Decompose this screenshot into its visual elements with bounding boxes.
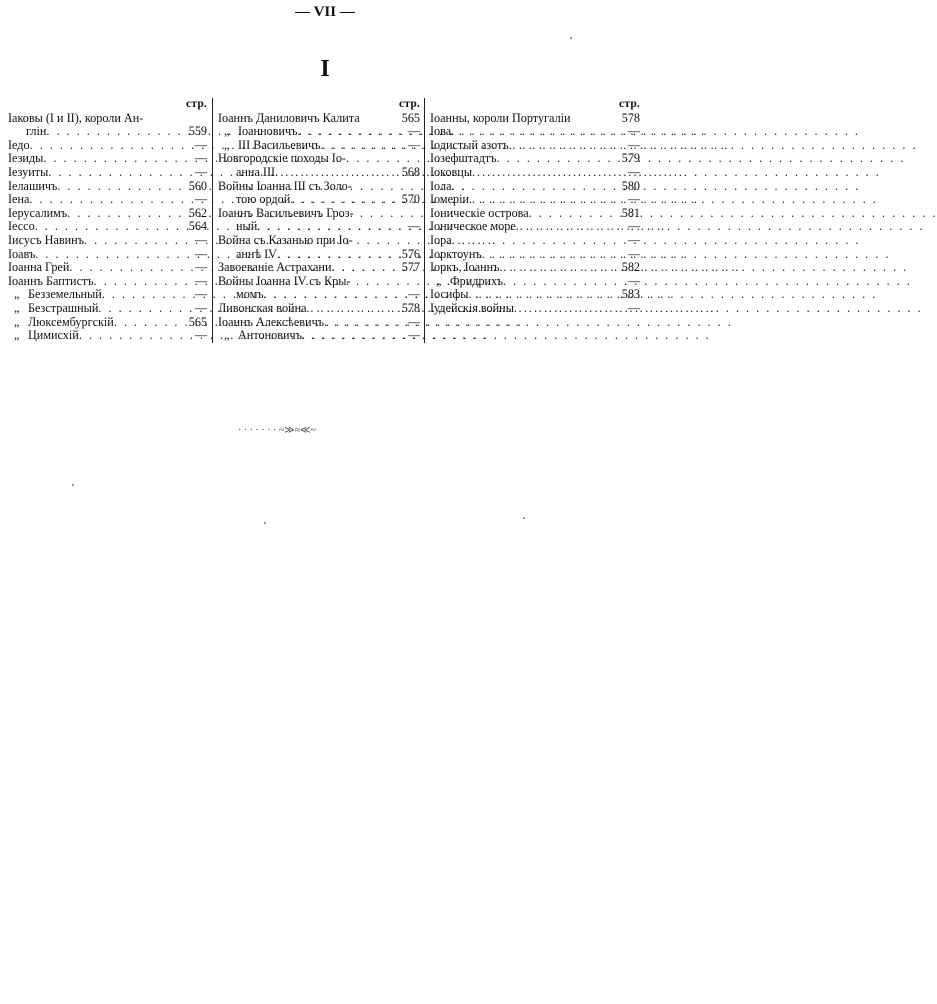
leader-dots	[352, 180, 418, 194]
entry-name	[8, 112, 143, 126]
entry-text: Безстрашный	[28, 300, 99, 315]
entry-text: Іова	[430, 124, 452, 139]
entry-text: Іерусалимъ	[8, 205, 68, 220]
entry-text: Іессо	[8, 219, 35, 234]
entry-page: 570	[401, 192, 420, 207]
entry-page: —	[627, 137, 640, 152]
index-entry	[8, 316, 207, 330]
leader-dots	[275, 166, 400, 180]
leader-dots	[497, 152, 620, 166]
leader-dots	[46, 125, 186, 139]
entry-name	[8, 193, 29, 207]
leader-dots	[67, 207, 187, 221]
index-entry	[430, 275, 640, 289]
entry-page	[418, 234, 420, 248]
leader-dots	[499, 261, 619, 275]
leader-dots	[57, 180, 186, 194]
entry-text: Люксембургскій	[28, 314, 114, 329]
entry-name	[218, 288, 264, 302]
entry-text: ный	[236, 219, 258, 234]
leader-dots	[529, 207, 620, 221]
index-entry	[218, 302, 420, 316]
leader-dots	[571, 112, 620, 126]
column-header-page: стр.	[399, 98, 420, 110]
entry-page: —	[407, 314, 420, 329]
index-entry	[8, 275, 207, 289]
entry-name	[430, 207, 529, 221]
entry-page: —	[194, 260, 207, 275]
entry-page: —	[194, 164, 207, 179]
leader-dots	[324, 316, 406, 330]
leader-dots	[102, 288, 193, 302]
leader-dots	[516, 220, 626, 234]
index-entry	[430, 207, 640, 221]
entry-page: —	[627, 192, 640, 207]
index-entry	[8, 207, 207, 221]
entry-name	[430, 125, 451, 139]
entry-name	[8, 234, 84, 248]
leader-dots	[503, 275, 626, 289]
index-entry	[218, 275, 420, 289]
leader-dots	[290, 193, 399, 207]
index-column-2	[212, 98, 424, 343]
entry-name	[218, 112, 360, 126]
entry-name	[8, 316, 114, 330]
leader-dots	[320, 139, 405, 153]
entry-text: аннѣ IV	[236, 246, 277, 261]
leader-dots	[48, 166, 193, 180]
entry-page: 578	[621, 110, 640, 125]
leader-dots	[354, 207, 418, 221]
entry-name	[218, 152, 346, 166]
entry-text: Іоковцы	[430, 164, 473, 179]
index-entry	[430, 302, 640, 316]
index-entry	[430, 248, 640, 262]
entry-page: —	[194, 246, 207, 261]
entry-page: 579	[621, 151, 640, 166]
entry-text: Іола	[430, 178, 452, 193]
entry-name	[8, 275, 94, 289]
entry-name	[430, 220, 516, 234]
entry-text: глін	[26, 124, 47, 139]
entry-page: 581	[621, 205, 640, 220]
entry-name	[218, 329, 302, 343]
index-entry	[218, 152, 420, 166]
section-letter: I	[320, 56, 330, 82]
entry-page: —	[194, 300, 207, 315]
leader-dots	[84, 234, 193, 248]
leader-dots	[302, 329, 406, 343]
ditto-mark: „	[14, 328, 20, 343]
index-entry	[430, 288, 640, 302]
entry-text: Ливонская война	[218, 300, 307, 315]
paper-speck	[570, 37, 572, 39]
entry-text: анна III	[236, 164, 276, 179]
entry-text: Іоаннъ Алексѣевичъ	[218, 314, 325, 329]
index-entry	[218, 234, 420, 248]
ditto-mark: „	[14, 314, 20, 329]
index-entry	[430, 220, 640, 234]
leader-dots	[360, 112, 400, 126]
index-entry	[8, 288, 207, 302]
leader-dots	[452, 234, 626, 248]
entry-text: Іоавъ	[8, 246, 36, 261]
index-entry	[8, 220, 207, 234]
index-entry	[218, 220, 420, 234]
entry-name	[430, 302, 514, 316]
entry-text: Іоническое море	[430, 219, 516, 234]
entry-page: —	[627, 246, 640, 261]
entry-page: 565	[401, 110, 420, 125]
leader-dots	[472, 166, 626, 180]
entry-text: Іора	[430, 232, 452, 247]
entry-text: Іоаннъ Баптистъ	[8, 273, 94, 288]
index-entry	[430, 261, 640, 275]
leader-dots	[114, 316, 187, 330]
entry-page: 559	[188, 124, 207, 139]
entry-text: Антоновичъ	[238, 328, 302, 343]
index-entry	[218, 193, 420, 207]
leader-dots	[94, 275, 193, 289]
index-entry	[8, 193, 207, 207]
entry-page: —	[194, 328, 207, 343]
paper-speck	[523, 517, 525, 519]
index-entry	[218, 180, 420, 194]
entry-name	[218, 248, 277, 262]
entry-name	[218, 261, 331, 275]
entry-name	[218, 193, 290, 207]
index-entry	[8, 152, 207, 166]
entry-page: 583	[621, 287, 640, 302]
entry-text: Іосифы	[430, 287, 469, 302]
entry-text: Цимисхій	[28, 328, 79, 343]
entry-name	[218, 180, 352, 194]
ditto-mark: „	[224, 137, 230, 152]
entry-name	[8, 139, 30, 153]
entry-page: —	[627, 273, 640, 288]
entry-text: Іоанна Грей	[8, 260, 70, 275]
leader-dots	[331, 261, 399, 275]
entry-text: тою ордой	[236, 192, 291, 207]
entry-name	[430, 139, 509, 153]
entry-text: III Васильевичъ	[238, 137, 321, 152]
entry-name	[8, 220, 35, 234]
entry-page: —	[407, 124, 420, 139]
index-entry	[8, 234, 207, 248]
leader-dots	[277, 248, 400, 262]
entry-name	[430, 261, 499, 275]
leader-dots	[35, 220, 187, 234]
entry-text: Новгородскіе походы Іо-	[218, 151, 346, 166]
entry-name	[8, 261, 69, 275]
leader-dots	[346, 152, 418, 166]
leader-dots	[353, 234, 418, 248]
leader-dots	[297, 125, 405, 139]
entry-text: Іомеріи	[430, 192, 470, 207]
entry-page: 564	[188, 219, 207, 234]
column-header-page: стр.	[186, 98, 207, 110]
entry-text: Іоническіе острова	[430, 205, 529, 220]
entry-text: Іаковы (I и II), короли Ан-	[8, 110, 144, 125]
index-entry	[218, 207, 420, 221]
entry-page	[418, 152, 420, 166]
leader-dots	[29, 193, 192, 207]
entry-name	[218, 166, 275, 180]
entry-page: 562	[188, 205, 207, 220]
entry-page	[418, 207, 420, 221]
leader-dots	[350, 275, 418, 289]
entry-name	[8, 125, 46, 139]
entry-text: Безземельный	[28, 287, 102, 302]
entry-page: 580	[621, 178, 640, 193]
index-entry	[218, 316, 420, 330]
entry-page: —	[194, 287, 207, 302]
index-column-3	[424, 98, 640, 343]
entry-name	[8, 248, 35, 262]
entry-name	[8, 329, 79, 343]
entry-text: Іоркъ, Іоаннъ	[430, 260, 500, 275]
leader-dots	[35, 248, 192, 262]
entry-page: —	[407, 287, 420, 302]
entry-page: —	[407, 137, 420, 152]
index-entry	[8, 166, 207, 180]
index-entry	[218, 166, 420, 180]
leader-dots	[79, 329, 193, 343]
entry-name	[218, 302, 307, 316]
index-entry	[218, 329, 420, 343]
entry-name	[218, 275, 350, 289]
entry-page: 560	[188, 178, 207, 193]
entry-name	[430, 152, 497, 166]
ditto-mark: „	[14, 287, 20, 302]
index-table	[8, 98, 640, 343]
entry-page	[205, 112, 207, 126]
leader-dots	[451, 125, 626, 139]
entry-text: Іедо	[8, 137, 30, 152]
index-entry	[8, 329, 207, 343]
entry-page: —	[627, 124, 640, 139]
leader-dots	[451, 180, 619, 194]
entry-page: 578	[401, 300, 420, 315]
entry-text: Іозефштадтъ	[430, 151, 497, 166]
index-entry	[430, 152, 640, 166]
entry-page: —	[407, 219, 420, 234]
entry-page	[418, 275, 420, 289]
paper-speck	[72, 484, 74, 486]
index-entry	[430, 125, 640, 139]
leader-dots	[264, 288, 406, 302]
entry-text: Іоаннъ Даниловичъ Калита	[218, 110, 360, 125]
entry-name	[8, 207, 67, 221]
entry-text: Іисусъ Навинъ	[8, 232, 84, 247]
entry-name	[218, 220, 257, 234]
index-entry	[430, 112, 640, 126]
index-entry	[8, 248, 207, 262]
entry-page: 577	[401, 260, 420, 275]
entry-page: —	[194, 151, 207, 166]
entry-name	[430, 112, 571, 126]
entry-text: Іезуиты	[8, 164, 49, 179]
leader-dots	[143, 112, 205, 126]
index-entry	[8, 180, 207, 194]
entry-name	[430, 166, 472, 180]
entry-text: момъ	[236, 287, 264, 302]
entry-text: Іоаннъ Васильевичъ Гроз-	[218, 205, 354, 220]
leader-dots	[307, 302, 400, 316]
entry-text: Іезиды	[8, 151, 44, 166]
leader-dots	[98, 302, 192, 316]
page-number: — VII —	[295, 4, 355, 20]
entry-page: —	[627, 164, 640, 179]
index-entry	[218, 139, 420, 153]
entry-page	[418, 180, 420, 194]
entry-name	[8, 180, 57, 194]
index-entry	[218, 125, 420, 139]
index-entry	[8, 112, 207, 126]
entry-text: Іена	[8, 192, 30, 207]
entry-text: Іоанновичъ	[238, 124, 298, 139]
entry-name	[218, 234, 353, 248]
entry-page: —	[194, 137, 207, 152]
entry-page: —	[407, 328, 420, 343]
entry-page: —	[627, 232, 640, 247]
entry-name	[430, 288, 468, 302]
ditto-mark: „	[224, 328, 230, 343]
entry-name	[218, 316, 324, 330]
paper-speck	[264, 522, 266, 524]
index-entry	[8, 139, 207, 153]
entry-text: Іудейскія войны	[430, 300, 514, 315]
entry-text: Войны Іоанна IV съ Кры-	[218, 273, 351, 288]
index-entry	[218, 261, 420, 275]
entry-page: —	[627, 219, 640, 234]
entry-text: Фридрихъ	[450, 273, 503, 288]
entry-name	[8, 166, 48, 180]
index-entry	[218, 248, 420, 262]
index-entry	[430, 234, 640, 248]
entry-text: Іорктоунъ	[430, 246, 482, 261]
index-entry	[430, 180, 640, 194]
leader-dots	[514, 302, 626, 316]
index-entry	[8, 125, 207, 139]
entry-page: 568	[401, 164, 420, 179]
entry-text: Іелашичъ	[8, 178, 58, 193]
entry-page: —	[194, 232, 207, 247]
ditto-mark: „	[436, 273, 442, 288]
entry-text: Завоеваніе Астрахани	[218, 260, 332, 275]
entry-name	[8, 288, 102, 302]
ditto-mark: „	[224, 124, 230, 139]
entry-name	[8, 152, 43, 166]
leader-dots	[509, 139, 626, 153]
leader-dots	[469, 193, 626, 207]
entry-name	[430, 248, 482, 262]
index-entry	[430, 139, 640, 153]
ditto-mark: „	[14, 300, 20, 315]
entry-text: Война съ Казанью при Іо-	[218, 232, 353, 247]
index-entry	[218, 288, 420, 302]
entry-page: 565	[188, 314, 207, 329]
index-entry	[218, 112, 420, 126]
entry-name	[430, 193, 469, 207]
entry-page: —	[194, 273, 207, 288]
leader-dots	[43, 152, 192, 166]
index-entry	[430, 166, 640, 180]
leader-dots	[30, 139, 193, 153]
index-column-1	[8, 98, 212, 343]
entry-name	[430, 180, 451, 194]
entry-page: 582	[621, 260, 640, 275]
entry-name	[218, 125, 297, 139]
leader-dots	[468, 288, 619, 302]
entry-text: Іоанны, короли Португаліи	[430, 110, 571, 125]
index-entry	[8, 302, 207, 316]
leader-dots	[257, 220, 406, 234]
entry-name	[218, 139, 320, 153]
end-ornament: · · · · · · · ~≫≈≪~	[238, 425, 317, 436]
leader-dots	[69, 261, 192, 275]
entry-name	[430, 275, 503, 289]
entry-name	[430, 234, 452, 248]
entry-page: —	[627, 300, 640, 315]
entry-page: —	[194, 192, 207, 207]
column-header-page: стр.	[619, 98, 640, 110]
entry-page: 576	[401, 246, 420, 261]
entry-name	[8, 302, 98, 316]
entry-name	[218, 207, 354, 221]
index-entry	[430, 193, 640, 207]
entry-text: Іодистый азотъ	[430, 137, 509, 152]
index-entry	[8, 261, 207, 275]
leader-dots	[482, 248, 626, 262]
entry-text: Войны Іоанна III съ Золо-	[218, 178, 352, 193]
